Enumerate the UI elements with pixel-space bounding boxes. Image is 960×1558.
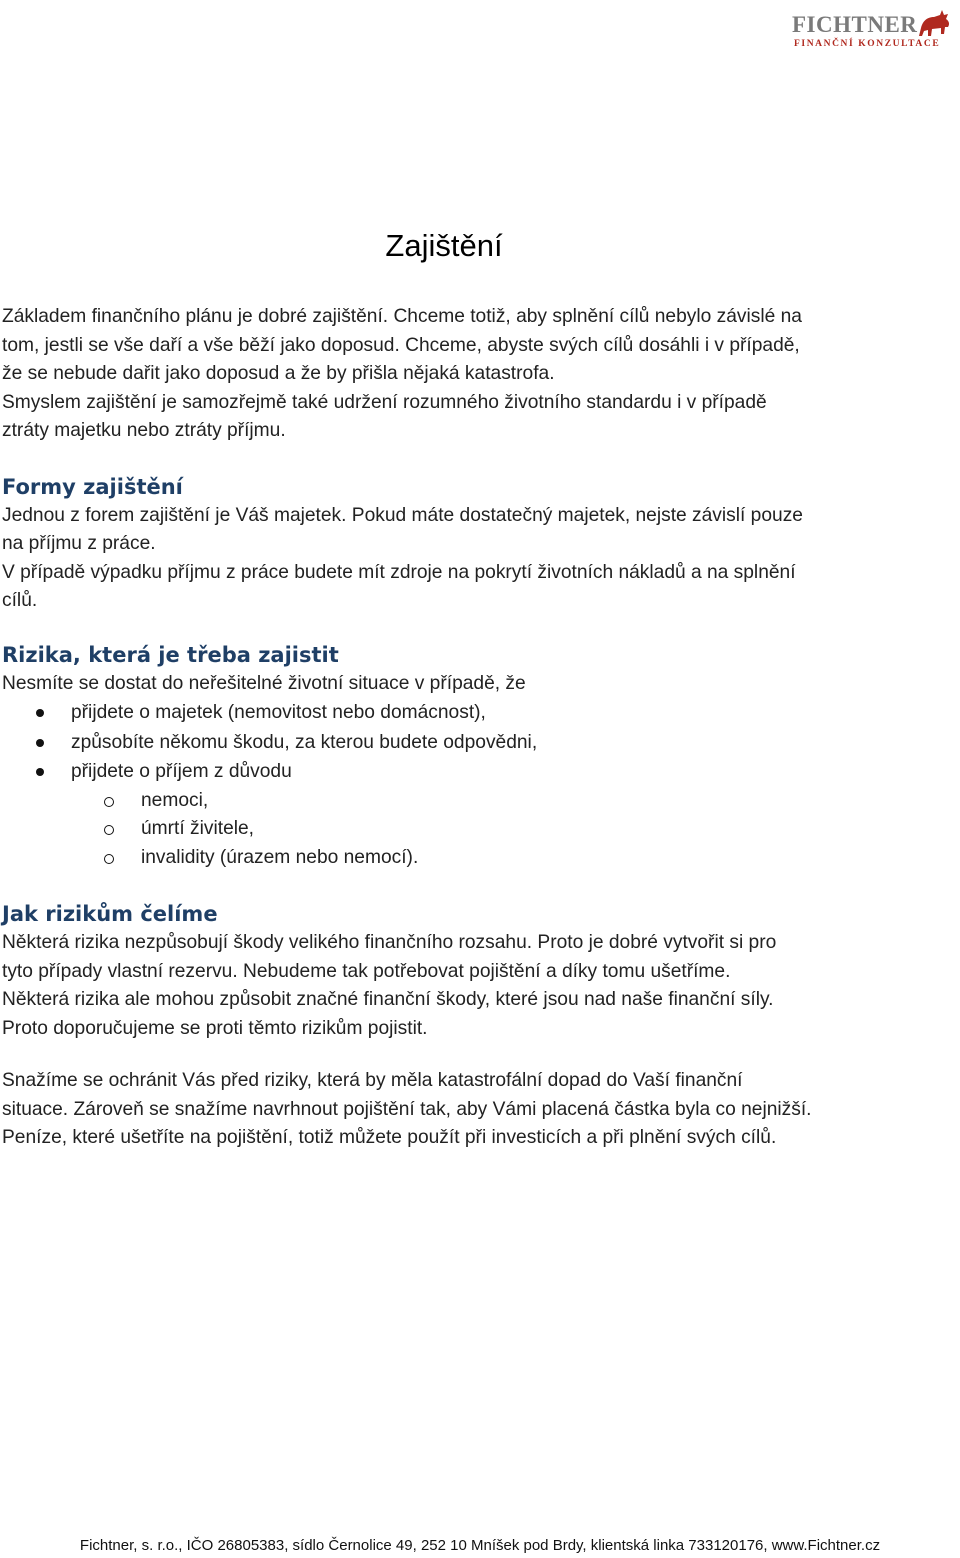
sub-list-item (2, 844, 922, 873)
heading-approach: Jak rizikům čelíme (2, 902, 218, 926)
forms-line: na příjmu z práce. (2, 533, 156, 554)
bullet-icon (36, 709, 44, 717)
approach-line: tyto případy vlastní rezervu. Nebudeme tak potřebovat pojištění a díky tomu ušetříme. (2, 960, 731, 982)
intro-line: tom, jestli se vše daří a vše běží jako doposud. Chceme, abyste svých cílů dosáhli i v případě, (2, 334, 800, 356)
document-body (2, 303, 922, 1153)
sub-list-item (2, 815, 922, 844)
intro-line: Smyslem zajištění je samozřejmě také udržení rozumného životního standardu i v případě (2, 391, 767, 413)
circle-bullet-icon (104, 825, 114, 835)
bullet-icon (36, 768, 44, 776)
heading-forms: Formy zajištění (2, 474, 183, 499)
intro-line: Základem finančního plánu je dobré zajištění. Chceme totiž, aby splnění cílů nebylo závislé na (2, 306, 802, 327)
circle-bullet-icon (104, 797, 114, 807)
list-item-text: přijdete o majetek (nemovitost nebo domácnost), (71, 702, 486, 723)
forms-line: Jednou z forem zajištění je Váš majetek. Pokud máte dostatečný majetek, nejste závislí pouze (2, 504, 803, 526)
company-logo (792, 4, 952, 52)
circle-bullet-icon (104, 854, 114, 864)
list-item-text: způsobíte někomu škodu, za kterou budete odpovědni, (71, 731, 538, 753)
logo-wordmark: FICHTNER (792, 12, 918, 37)
closing-line: situace. Zároveň se snažíme navrhnout pojištění tak, aby Vámi placená částka byla co nejnižší. (2, 1098, 812, 1120)
list-item (2, 698, 922, 728)
forms-line: V případě výpadku příjmu z práce budete mít zdroje na pokrytí životních nákladů a na splnění (2, 561, 796, 583)
sub-list-item-text: nemoci, (141, 789, 209, 811)
sub-list-item-text: invalidity (úrazem nebo nemocí). (141, 846, 419, 868)
bull-icon (918, 6, 952, 40)
closing-line: Peníze, které ušetříte na pojištění, totiž můžete použít při investicích a při plnění svých cílů. (2, 1127, 777, 1148)
intro-line: ztráty majetku nebo ztráty příjmu. (2, 420, 286, 441)
sub-list-item-text: úmrtí živitele, (141, 818, 255, 839)
page-footer: Fichtner, s. r.o., IČO 26805383, sídlo Černolice 49, 252 10 Mníšek pod Brdy, klientská linka 733120176, www.Fichtner.cz (79, 1537, 881, 1554)
heading-risks: Rizika, která je třeba zajistit (2, 642, 339, 667)
closing-line: Snažíme se ochránit Vás před riziky, která by měla katastrofální dopad do Vaší finanční (2, 1070, 743, 1091)
approach-line: Některá rizika ale mohou způsobit značné finanční škody, které jsou nad naše finanční síly. (2, 989, 774, 1010)
bullet-icon (36, 739, 44, 747)
approach-line: Proto doporučujeme se proti těmto rizikům pojistit. (2, 1017, 428, 1039)
forms-line: cílů. (2, 590, 38, 611)
intro-line: že se nebude dařit jako doposud a že by přišla nějaká katastrofa. (2, 363, 555, 384)
list-item-text: přijdete o příjem z důvodu (71, 761, 292, 782)
risks-lead: Nesmíte se dostat do neřešitelné životní situace v případě, že (2, 672, 526, 694)
sub-list-item (2, 787, 922, 816)
approach-line: Některá rizika nezpůsobují škody velikého finančního rozsahu. Proto je dobré vytvořit si pro (2, 932, 777, 953)
list-item (2, 757, 922, 787)
page-title: Zajištění (385, 228, 503, 263)
list-item (2, 728, 922, 758)
logo-subtitle: FINANČNÍ KONZULTACE (794, 39, 941, 49)
